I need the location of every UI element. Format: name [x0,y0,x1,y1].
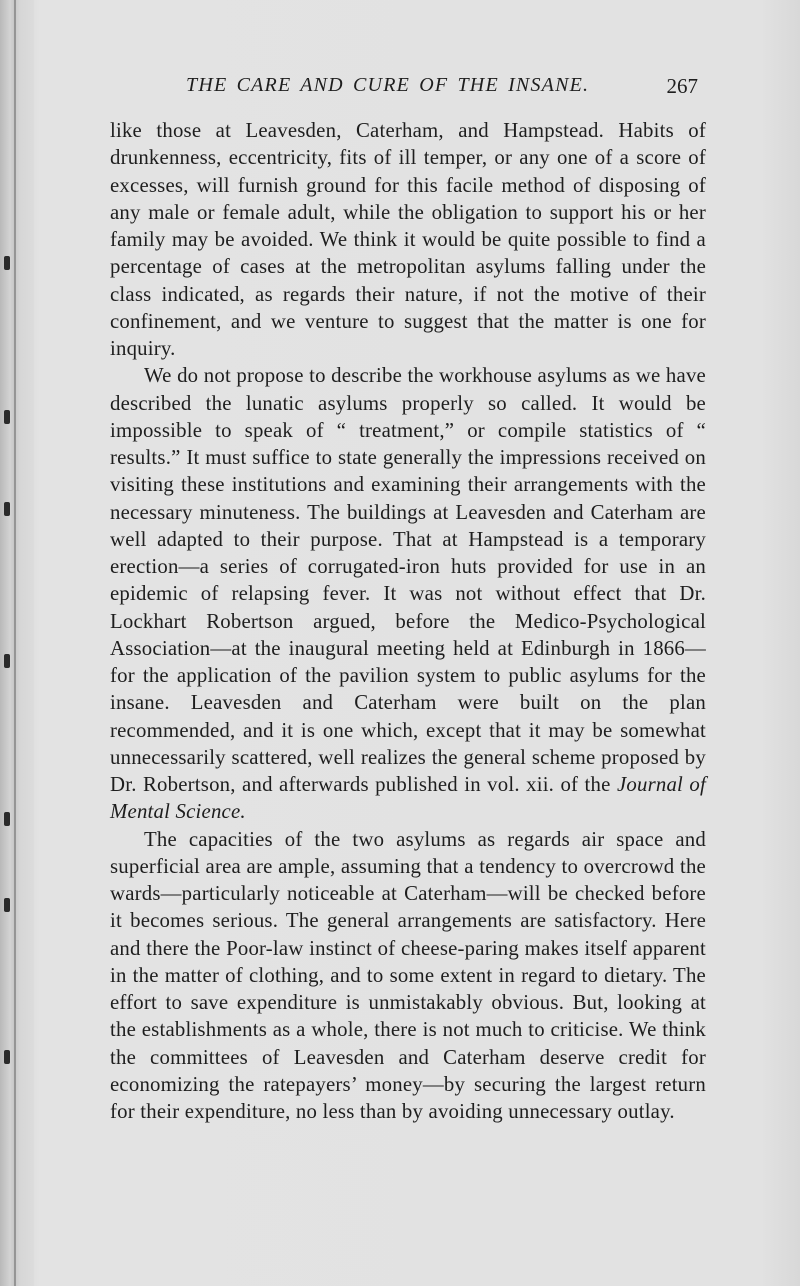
paragraph-3: The capacities of the two asylums as regards air space and superficial area are ample, assuming that a tendency to overcrowd the wards—particularly noticeable at Caterham—will be checked before it becomes serious. The general arrangements are satisfactory. Here and there the Poor-law instinct of cheese-paring makes itself apparent in the matter of clothing, and to some extent in regard to dietary. The effort to save expenditure is unmistakably obvious. But, looking at the establishments as a whole, there is not much to criticise. We think the committees of Leavesden and Caterham deserve credit for economizing the ratepayers’ money—by securing the largest return for their expenditure, no less than by avoiding unnecessary outlay. [110,827,706,1123]
binding-stitch [4,1050,10,1064]
page-header [186,74,706,102]
binding-gutter-line [14,0,16,1286]
binding-stitch [4,502,10,516]
running-title: THE CARE AND CURE OF THE INSANE. [186,74,590,96]
binding-stitch [4,812,10,826]
paragraph-1: like those at Leavesden, Caterham, and Hampstead. Habits of drunkenness, eccentricity, fits of ill temper, or any one of a score of excesses, will furnish ground for this facile method of disposing of any male or female adult, while the obligation to support his or her family may be avoided. We think it would be quite possible to find a percentage of cases at the metropolitan asylums falling under the class indicated, as regards their nature, if not the motive of their confinement, and we venture to suggest that the matter is one for inquiry. [110,119,706,360]
paragraph-2 [110,362,706,825]
paragraph-2-text: We do not propose to describe the workhouse asylums as we have described the lunatic asylums properly so called. It would be impossible to speak of “ treatment,” or compile statistics of “ results.” It must suffice to state generally the impressions received on visiting these institutions and examining their arrangements with the necessary minuteness. The buildings at Leavesden and Caterham are well adapted to their purpose. That at Hampstead is a temporary erection—a series of corrugated-iron huts provided for use in an epidemic of relapsing fever. It was not without effect that Dr. Lockhart Robertson argued, before the Medico-Psychological Association—at the inaugural meeting held at Edinburgh in 1866—for the application of the pavilion system to public asylums for the insane. Leavesden and Caterham were built on the plan recommended, and it is one which, except that it may be somewhat unnecessarily scattered, well realizes the general scheme proposed by Dr. Robertson, and afterwards published in vol. xii. of the [110,364,706,796]
binding-edge [0,0,34,1286]
binding-stitch [4,410,10,424]
binding-stitch [4,654,10,668]
journal-title: Journal of Mental Science. [110,773,706,824]
page-number: 267 [666,74,698,98]
binding-stitch [4,898,10,912]
binding-stitch [4,256,10,270]
body-text [110,117,706,1125]
